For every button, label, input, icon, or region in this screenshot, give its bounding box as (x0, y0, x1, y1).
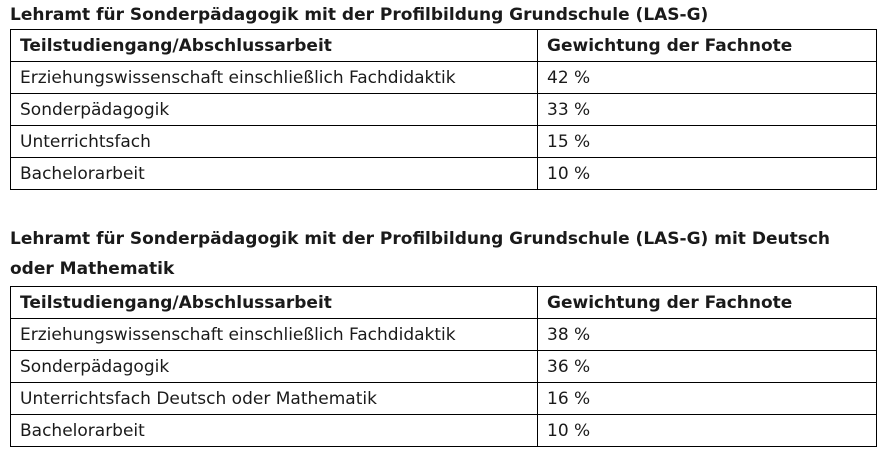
column-header-subject: Teilstudiengang/Abschlussarbeit (11, 30, 538, 62)
table-row (11, 351, 877, 383)
subject-cell: Sonderpädagogik (11, 94, 538, 126)
weight-cell: 16 % (538, 383, 877, 415)
weighting-table-las-g (10, 29, 877, 190)
weighting-table-las-g-deutsch-mathematik (10, 286, 877, 447)
weight-cell: 42 % (538, 62, 877, 94)
table-row (11, 383, 877, 415)
subject-cell: Unterrichtsfach (11, 126, 538, 158)
weight-cell: 10 % (538, 158, 877, 190)
column-header-weight: Gewichtung der Fachnote (538, 287, 877, 319)
weight-cell: 38 % (538, 319, 877, 351)
subject-cell: Bachelorarbeit (11, 158, 538, 190)
table-row (11, 158, 877, 190)
table-row (11, 94, 877, 126)
table-row (11, 62, 877, 94)
weight-cell: 33 % (538, 94, 877, 126)
table-row (11, 319, 877, 351)
table-header-row (11, 287, 877, 319)
table-header-row (11, 30, 877, 62)
section-heading-las-g: Lehramt für Sonderpädagogik mit der Profilbildung Grundschule (LAS-G) (10, 5, 709, 25)
weight-cell: 10 % (538, 415, 877, 447)
subject-cell: Bachelorarbeit (11, 415, 538, 447)
section-heading-las-g-deutsch-mathematik: Lehramt für Sonderpädagogik mit der Profilbildung Grundschule (LAS-G) mit Deutsch oder Mathematik (10, 229, 831, 279)
subject-cell: Unterrichtsfach Deutsch oder Mathematik (11, 383, 538, 415)
column-header-weight: Gewichtung der Fachnote (538, 30, 877, 62)
weight-cell: 36 % (538, 351, 877, 383)
table-row (11, 415, 877, 447)
subject-cell: Erziehungswissenschaft einschließlich Fachdidaktik (11, 319, 538, 351)
subject-cell: Erziehungswissenschaft einschließlich Fachdidaktik (11, 62, 538, 94)
subject-cell: Sonderpädagogik (11, 351, 538, 383)
column-header-subject: Teilstudiengang/Abschlussarbeit (11, 287, 538, 319)
weight-cell: 15 % (538, 126, 877, 158)
table-row (11, 126, 877, 158)
